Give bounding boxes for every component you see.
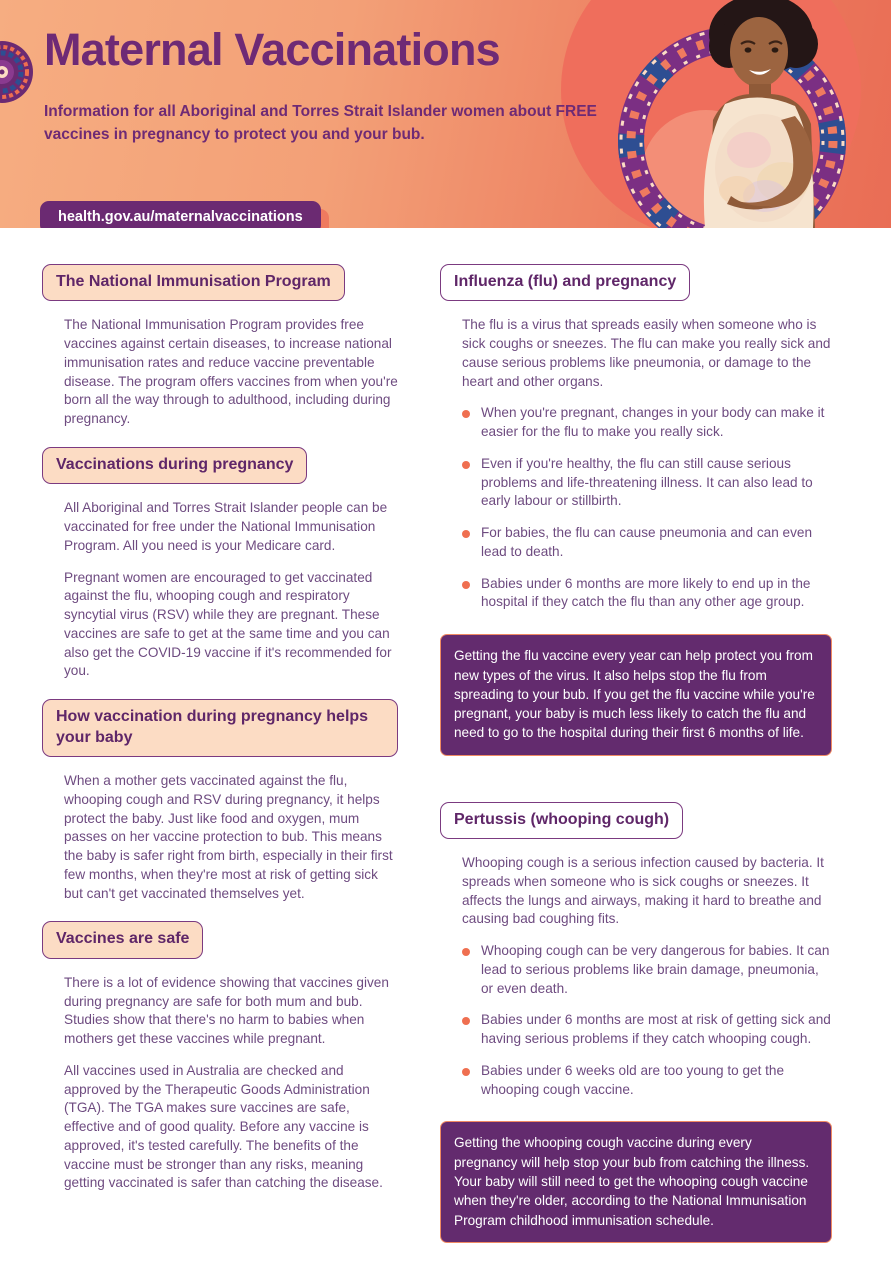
section-heading: Vaccinations during pregnancy xyxy=(42,447,307,484)
section-paragraph: All vaccines used in Australia are checked and approved by the Therapeutic Goods Administration (TGA). The TGA makes sure vaccines are safe, effective and of good quality. Before any vaccine is approved, it's tested carefully. The benefits of the vaccine must be stronger than any risks, meaning getting vaccinated is safer than catching the disease. xyxy=(64,1062,383,1191)
list-item-text: Whooping cough can be very dangerous for babies. It can lead to serious problems like brain damage, pneumonia, or even death. xyxy=(481,943,830,996)
list-item-text: When you're pregnant, changes in your body can make it easier for the flu to make you really sick. xyxy=(481,405,825,440)
list-item xyxy=(462,575,832,613)
section-national-immunisation-program xyxy=(42,264,398,429)
list-item xyxy=(462,942,832,998)
right-column xyxy=(434,264,832,1261)
list-item xyxy=(462,1011,832,1049)
content-columns xyxy=(0,228,891,1261)
list-item xyxy=(462,524,832,562)
bullet-list xyxy=(440,404,832,612)
section-heading: How vaccination during pregnancy helps your baby xyxy=(42,699,398,757)
bullet-dot-icon xyxy=(462,1017,470,1025)
section-heading: Vaccines are safe xyxy=(42,921,203,958)
section-heading: The National Immunisation Program xyxy=(42,264,345,301)
bullet-dot-icon xyxy=(462,461,470,469)
page-subtitle: Information for all Aboriginal and Torres Strait Islander women about FREE vaccines in pregnancy to protect you and your bub. xyxy=(44,103,597,143)
section-spacer xyxy=(440,774,832,802)
list-item-text: Babies under 6 months are more likely to end up in the hospital if they catch the flu than any other age group. xyxy=(481,575,811,610)
page-title: Maternal Vaccinations xyxy=(44,24,500,75)
bullet-dot-icon xyxy=(462,581,470,589)
list-item xyxy=(462,404,832,442)
section-vaccinations-during-pregnancy xyxy=(42,447,398,681)
bullet-list xyxy=(440,942,832,1099)
section-how-vaccination-helps-baby xyxy=(42,699,398,903)
section-vaccines-are-safe xyxy=(42,921,398,1193)
bullet-dot-icon xyxy=(462,530,470,538)
callout-box: Getting the whooping cough vaccine during every pregnancy will help stop your bub from catching the illness. Your baby will still need to get the whooping cough vaccine when they're older, according to the National Immunisation Program childhood immunisation schedule. xyxy=(440,1121,832,1242)
left-column xyxy=(0,264,398,1261)
section-influenza-and-pregnancy xyxy=(440,264,832,756)
list-item xyxy=(462,455,832,511)
list-item-text: For babies, the flu can cause pneumonia and can even lead to death. xyxy=(481,525,813,559)
list-item xyxy=(462,1062,832,1100)
list-item-text: Babies under 6 months are most at risk of getting sick and having serious problems if they catch whooping cough. xyxy=(481,1012,831,1047)
url-badge-label[interactable]: health.gov.au/maternalvaccinations xyxy=(40,201,321,228)
url-badge[interactable] xyxy=(40,201,321,228)
section-paragraph: The National Immunisation Program provides free vaccines against certain diseases, to increase national immunisation rates and reduce vaccine preventable disease. The program offers vaccines from when you're born all the way through to adulthood, including during pregnancy. xyxy=(64,317,398,427)
bullet-dot-icon xyxy=(462,1068,470,1076)
section-heading: Pertussis (whooping cough) xyxy=(440,802,683,839)
section-paragraph: Pregnant women are encouraged to get vaccinated against the flu, whooping cough and respiratory syncytial virus (RSV) while they are pregnant. These vaccines are safe to get at the same time and you can also get the COVID-19 vaccine if it's recommended for you. xyxy=(64,569,392,679)
section-paragraph: There is a lot of evidence showing that vaccines given during pregnancy are safe for both mum and bub. Studies show that there's no harm to babies when mothers get these vaccines while pregnant. xyxy=(64,974,389,1047)
bullet-dot-icon xyxy=(462,948,470,956)
section-intro: The flu is a virus that spreads easily when someone who is sick coughs or sneezes. The flu can make you really sick and cause serious problems like pneumonia, or damage to the heart and other organs. xyxy=(462,317,831,389)
section-paragraph: All Aboriginal and Torres Strait Islander people can be vaccinated for free under the National Immunisation Program. All you need is your Medicare card. xyxy=(64,500,388,553)
callout-box: Getting the flu vaccine every year can help protect you from new types of the virus. It also helps stop the flu from spreading to your bub. If you get the flu vaccine while you're pregnant, your baby is much less likely to catch the flu and need to go to the hospital during their first 6 months of life. xyxy=(440,634,832,755)
section-heading: Influenza (flu) and pregnancy xyxy=(440,264,690,301)
list-item-text: Even if you're healthy, the flu can still cause serious problems and life-threatening illness. It can also lead to early labour or stillbirth. xyxy=(481,455,813,509)
section-pertussis-whooping-cough xyxy=(440,802,832,1243)
bullet-dot-icon xyxy=(462,410,470,418)
poster-header xyxy=(0,0,891,228)
list-item-text: Babies under 6 weeks old are too young to get the whooping cough vaccine. xyxy=(481,1062,785,1097)
section-intro: Whooping cough is a serious infection caused by bacteria. It spreads when someone who is sick coughs or sneezes. It affects the lungs and airways, making it hard to breathe and causing bad coughing fits. xyxy=(462,855,824,927)
section-paragraph: When a mother gets vaccinated against the flu, whooping cough and RSV during pregnancy, it helps protect the baby. Just like food and oxygen, mum passes on her vaccine protection to bub. This means the baby is safer right from birth, especially in their first few months, when they're most at risk of getting sick but can't get vaccinated themselves yet. xyxy=(64,773,393,901)
